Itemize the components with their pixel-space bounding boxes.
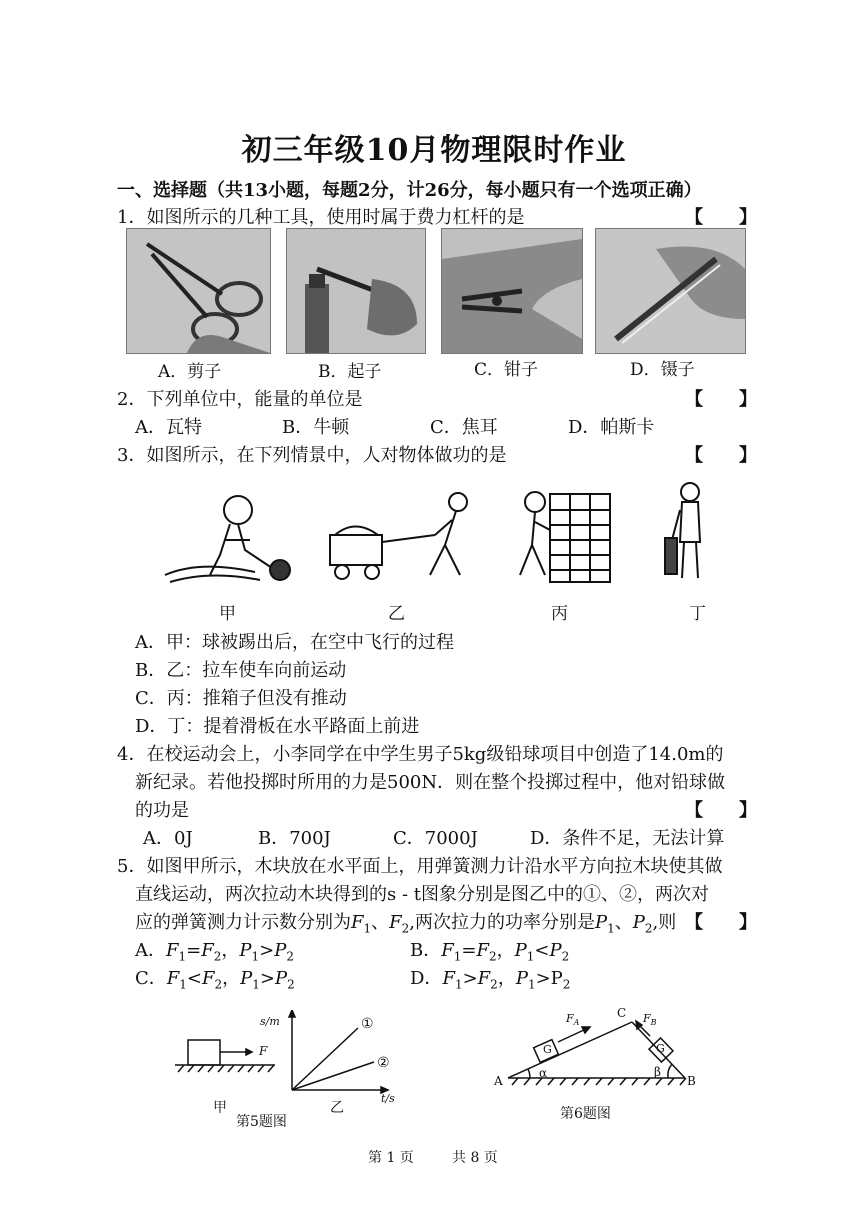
figure-5-diagram bbox=[170, 1010, 410, 1130]
q2-option-b: B．牛顿 bbox=[282, 417, 350, 438]
q1-option-a: A．剪子 bbox=[158, 362, 222, 382]
fig6-point-c: C bbox=[617, 1006, 627, 1020]
fig6-alpha: α bbox=[539, 1066, 548, 1080]
q5-line1: 5．如图甲所示，木块放在水平面上，用弹簧测力计沿水平方向拉木块使其做 bbox=[117, 856, 723, 877]
q3-label-bing: 丙 bbox=[551, 604, 568, 624]
q1-answer-bracket: 【 】 bbox=[685, 207, 757, 228]
q3-label-jia: 甲 bbox=[219, 604, 236, 624]
q4-option-a: A．0J bbox=[143, 828, 193, 849]
fig6-point-b: B bbox=[687, 1074, 696, 1088]
fig5-line1-label: ① bbox=[361, 1016, 374, 1032]
scissors-photo bbox=[126, 228, 271, 354]
q1-option-c: C．钳子 bbox=[474, 360, 539, 380]
q3-label-yi: 乙 bbox=[388, 604, 405, 624]
fig6-block-g-right: G bbox=[656, 1042, 665, 1055]
fig6-force-a: $F_A$ bbox=[566, 1012, 580, 1028]
q1-stem: 1．如图所示的几种工具，使用时属于费力杠杆的是 bbox=[117, 207, 525, 228]
q4-line2: 新纪录。若他投掷时所用的力是500N．则在整个投掷过程中，他对铅球做 bbox=[135, 772, 726, 793]
q5-line3: 应的弹簧测力计示数分别为$F_1$、$F_2$,两次拉力的功率分别是$P_1$、$P_2$,则 bbox=[135, 912, 677, 936]
footer-page-number: 第 1 页 bbox=[368, 1150, 414, 1166]
fig5-y-axis-label: s/m bbox=[260, 1015, 280, 1028]
q3-option-d: D．丁：提着滑板在水平路面上前进 bbox=[135, 716, 420, 737]
q4-option-d: D．条件不足，无法计算 bbox=[530, 828, 725, 849]
bottle-opener-photo bbox=[286, 228, 426, 354]
fig6-point-a: A bbox=[494, 1074, 503, 1088]
q5-option-b: B．$F_1=F_2$，$P_1<P_2$ bbox=[410, 940, 570, 964]
fig5-label-yi: 乙 bbox=[330, 1100, 344, 1116]
tweezers-photo bbox=[595, 228, 746, 354]
q3-option-c: C．丙：推箱子但没有推动 bbox=[135, 688, 347, 709]
section-heading: 一、选择题（共13小题，每题2分，计26分，每小题只有一个选项正确） bbox=[117, 180, 702, 201]
q2-option-d: D．帕斯卡 bbox=[568, 417, 655, 438]
q3-option-b: B．乙：拉车使车向前运动 bbox=[135, 660, 347, 681]
q2-answer-bracket: 【 】 bbox=[685, 389, 757, 410]
q5-option-a: A．$F_1=F_2$，$P_1>P_2$ bbox=[135, 940, 294, 964]
fig6-caption: 第6题图 bbox=[560, 1106, 611, 1122]
q3-label-ding: 丁 bbox=[689, 604, 706, 624]
q5-answer-bracket: 【 】 bbox=[685, 912, 757, 933]
fig5-line2-label: ② bbox=[377, 1055, 390, 1071]
q1-option-b: B．起子 bbox=[318, 362, 382, 382]
q4-line3: 的功是 bbox=[135, 800, 189, 821]
q5-option-c: C．$F_1<F_2$，$P_1>P_2$ bbox=[135, 968, 295, 992]
page-title: 初三年级10月物理限时作业 bbox=[241, 133, 627, 168]
q2-option-a: A．瓦特 bbox=[135, 417, 202, 438]
q2-stem: 2．下列单位中，能量的单位是 bbox=[117, 389, 363, 410]
fig6-force-b: $F_B$ bbox=[643, 1012, 657, 1028]
q4-line1: 4．在校运动会上，小李同学在中学生男子5kg级铅球项目中创造了14.0m的 bbox=[117, 744, 724, 765]
fig6-block-g-left: G bbox=[543, 1043, 552, 1056]
fig5-label-jia: 甲 bbox=[213, 1100, 227, 1116]
q3-answer-bracket: 【 】 bbox=[685, 445, 757, 466]
fig5-force-label: F bbox=[259, 1044, 268, 1058]
fig5-x-axis-label: t/s bbox=[381, 1092, 395, 1105]
q1-option-d: D．镊子 bbox=[630, 360, 695, 380]
q3-stem: 3．如图所示，在下列情景中，人对物体做功的是 bbox=[117, 445, 507, 466]
footer-total-pages: 共 8 页 bbox=[452, 1150, 498, 1166]
q5-option-d: D．$F_1>F_2$，$P_1>P_2$ bbox=[410, 968, 571, 992]
q5-line2: 直线运动，两次拉动木块得到的s - t图象分别是图乙中的①、②，两次对 bbox=[135, 884, 709, 905]
q4-answer-bracket: 【 】 bbox=[685, 800, 757, 821]
q4-option-c: C．7000J bbox=[393, 828, 478, 849]
q3-option-a: A．甲：球被踢出后，在空中飞行的过程 bbox=[135, 632, 454, 653]
fig6-beta: β bbox=[654, 1065, 661, 1079]
q3-scenes-illustration bbox=[160, 480, 730, 590]
figure-6-diagram bbox=[500, 1008, 700, 1098]
q4-option-b: B．700J bbox=[258, 828, 331, 849]
fig5-caption: 第5题图 bbox=[236, 1114, 287, 1130]
pliers-photo bbox=[441, 228, 583, 354]
q2-option-c: C．焦耳 bbox=[430, 417, 498, 438]
